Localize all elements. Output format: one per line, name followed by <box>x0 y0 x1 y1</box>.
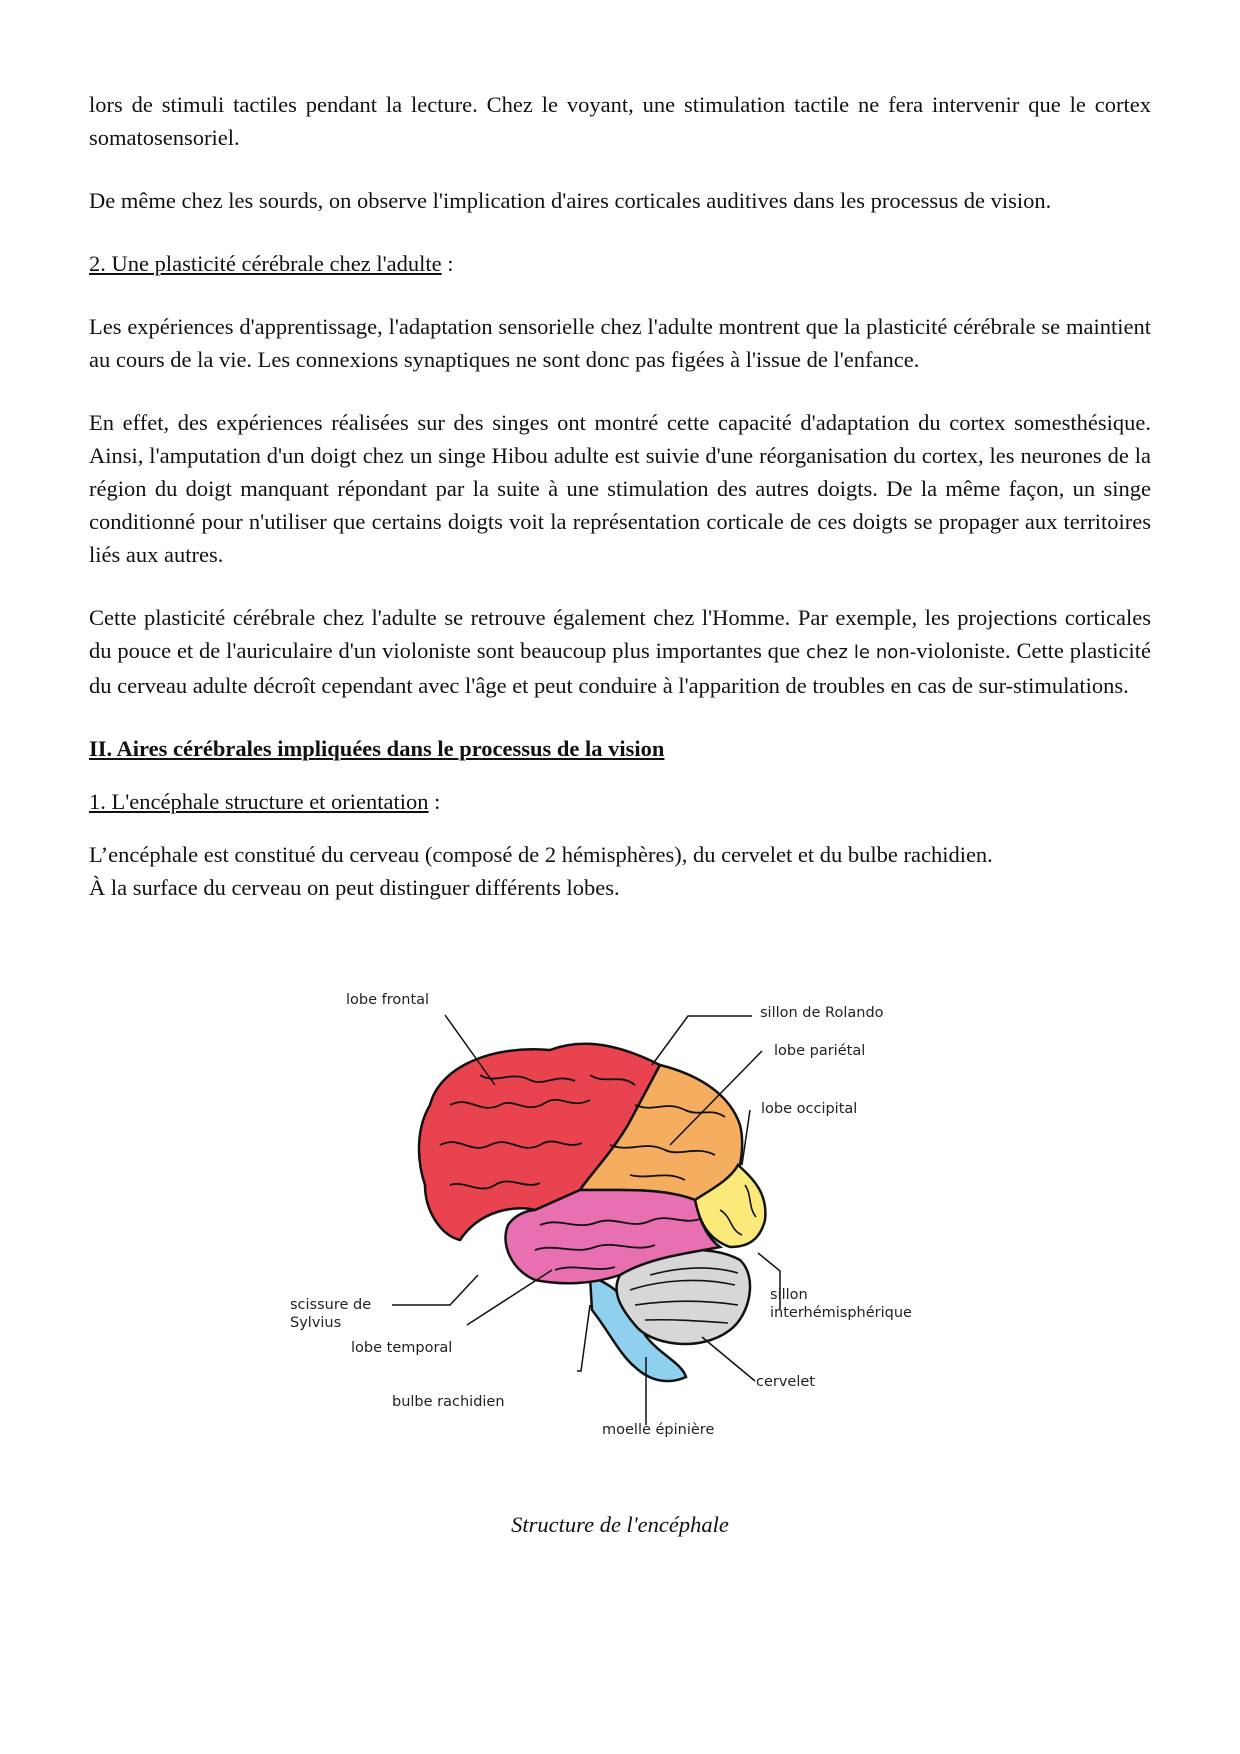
encephale-paragraph <box>89 838 1151 904</box>
p3-part-a: Cette plasticité cérébrale chez l'adulte se retrouve également chez l'Homme. Par exemple, les projections corticales du pouce et de l'auriculaire d'un violoniste sont beaucoup plus importantes que <box>89 605 1151 663</box>
section-2-paragraph-2: En effet, des expériences réalisées sur des singes ont montré cette capacité d'adaptation du cortex somesthésique. Ainsi, l'amputation d'un doigt chez un singe Hibou adulte est suivie d'une réorganisation du cortex, les neurones de la région du doigt manquant répondant par la suite à une stimulation des autres doigts. De la même façon, un singe conditionné pour n'utiliser que certains doigts voit la représentation corticale de ces doigts se propager aux territoires liés aux autres. <box>89 410 1151 567</box>
label-lobe-parietal: lobe pariétal <box>774 1043 866 1059</box>
brain-figure <box>290 985 1050 1505</box>
document-page <box>89 88 1151 904</box>
subsection-1-heading-colon: : <box>428 789 441 814</box>
section-2-heading <box>89 247 1151 280</box>
figure-caption: Structure de l'encéphale <box>511 1512 729 1537</box>
section-II-heading: II. Aires cérébrales impliquées dans le processus de la vision <box>89 736 665 761</box>
section-2-paragraph-1: Les expériences d'apprentissage, l'adaptation sensorielle chez l'adulte montrent que la plasticité cérébrale se maintient au cours de la vie. Les connexions synaptiques ne sont donc pas figées à l'issue de l'enfance. <box>89 314 1151 372</box>
section-2-heading-text: 2. Une plasticité cérébrale chez l'adulte <box>89 251 442 276</box>
p3-part-b: chez le non- <box>806 642 917 663</box>
label-sillon-inter-1: sillon <box>770 1287 808 1303</box>
encephale-line-1: L’encéphale est constitué du cerveau (composé de 2 hémisphères), du cervelet et du bulbe rachidien. <box>89 842 993 867</box>
intro-paragraph-1: lors de stimuli tactiles pendant la lecture. Chez le voyant, une stimulation tactile ne fera intervenir que le cortex somatosensoriel. <box>89 92 1151 150</box>
label-sillon-inter-2: interhémisphérique <box>770 1305 912 1321</box>
label-lobe-temporal: lobe temporal <box>351 1340 453 1356</box>
label-lobe-occipital: lobe occipital <box>761 1101 858 1117</box>
subsection-1-heading <box>89 785 1151 818</box>
encephale-line-2: À la surface du cerveau on peut distinguer différents lobes. <box>89 875 620 900</box>
label-bulbe-rachidien: bulbe rachidien <box>392 1394 505 1410</box>
label-cervelet: cervelet <box>756 1374 815 1390</box>
label-moelle-epiniere: moelle épinière <box>602 1422 715 1438</box>
p3-part-c: violoniste. Cette plasticité du cerveau adulte décroît cependant avec l'âge et peut conduire à l'apparition de troubles en cas de sur-stimulations. <box>89 638 1152 698</box>
label-lobe-frontal: lobe frontal <box>346 992 430 1008</box>
label-scissure-sylvius-2: Sylvius <box>290 1315 342 1331</box>
label-sillon-rolando: sillon de Rolando <box>760 1005 884 1021</box>
label-scissure-sylvius-1: scissure de <box>290 1297 372 1313</box>
subsection-1-heading-text: 1. L'encéphale structure et orientation <box>89 789 429 814</box>
section-2-paragraph-3 <box>89 601 1151 702</box>
section-2-heading-colon: : <box>441 251 454 276</box>
intro-paragraph-2: De même chez les sourds, on observe l'implication d'aires corticales auditives dans les processus de vision. <box>89 188 1052 213</box>
